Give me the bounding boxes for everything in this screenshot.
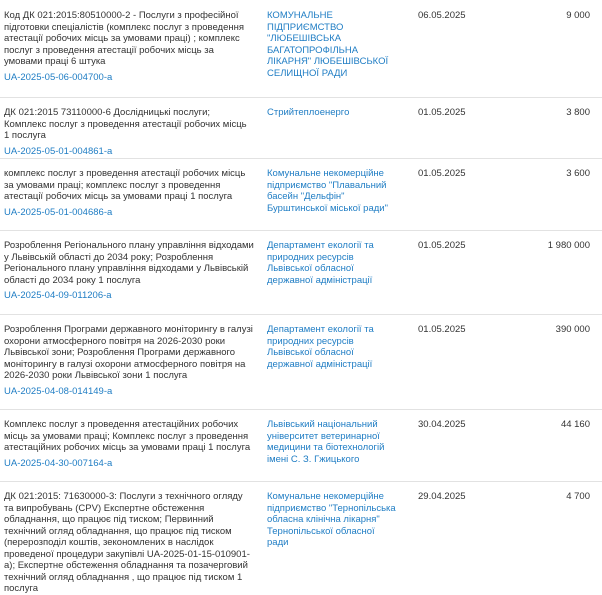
tender-id-link[interactable]: UA-2025-04-30-007164-a bbox=[4, 457, 113, 469]
table-row bbox=[0, 0, 602, 98]
tender-description: ДК 021:2015: 71630000-3: Послуги з технічного огляду та випробувань (CPV) Експертне обстеження обладнання, що працює під тиском; Первинний технічний огляд обладнання, що працює під тиском (перерозподіл коштів, зекономлених в наслідок проведеної процедури закупівлі UA-2025-01-15-010901-a); Експертне обстеження обладнання та позачерговий технічний огляд обладнання , що працює під тиском 1 послуга bbox=[4, 491, 250, 594]
table-row bbox=[0, 230, 602, 315]
tender-description-cell bbox=[4, 107, 254, 157]
tender-id-link[interactable]: UA-2025-05-01-004861-a bbox=[4, 145, 113, 157]
tender-id-link[interactable]: UA-2025-05-06-004700-a bbox=[4, 71, 113, 83]
tender-amount: 1 980 000 bbox=[547, 240, 590, 251]
table-row bbox=[0, 314, 602, 410]
tender-description-cell bbox=[4, 168, 254, 218]
organization-link[interactable]: Департамент екології та природних ресурсів Львівської обласної державної адміністрації bbox=[267, 240, 374, 286]
tender-date: 01.05.2025 bbox=[418, 168, 466, 179]
tender-date: 01.05.2025 bbox=[418, 324, 466, 335]
tender-description: ДК 021:2015 73110000-6 Дослідницькі послуги; Комплекс послуг з проведення атестації робочих місць 1 послуга bbox=[4, 107, 247, 141]
tender-description-cell bbox=[4, 324, 254, 397]
tender-description-cell bbox=[4, 10, 254, 83]
organization-link[interactable]: КОМУНАЛЬНЕ ПІДПРИЄМСТВО "ЛЮБЕШІВСЬКА БАГАТОПРОФІЛЬНА ЛІКАРНЯ" ЛЮБЕШІВСЬКОЇ СЕЛИЩНОЇ РАДИ bbox=[267, 10, 389, 79]
tender-description-cell bbox=[4, 240, 254, 302]
tender-description-cell bbox=[4, 419, 254, 469]
organization-link[interactable]: Стрийтеплоенерго bbox=[267, 107, 350, 118]
tender-id-link[interactable]: UA-2025-04-08-014149-a bbox=[4, 385, 113, 397]
table-row bbox=[0, 158, 602, 231]
organization-link[interactable]: Львівський національний університет ветеринарної медицини та біотехнологій імені С. З. Гжицького bbox=[267, 419, 385, 465]
table-row bbox=[0, 481, 602, 594]
tender-description: Розроблення Програми державного моніторингу в галузі охорони атмосферного повітря на 2026-2030 роки Львівської зони; Розроблення Програми державного моніторингу в галузі охорони атмосферного повітря на 2026-2030 роки Львівської зони 1 послуга bbox=[4, 324, 253, 381]
tender-date: 06.05.2025 bbox=[418, 10, 466, 21]
tender-id-link[interactable]: UA-2025-05-01-004686-a bbox=[4, 206, 113, 218]
tender-description-cell bbox=[4, 491, 254, 595]
tender-description: комплекс послуг з проведення атестації робочих місць за умовами праці; комплекс послуг з проведення атестації робочих місць за умовами праці 1 послуга bbox=[4, 168, 246, 202]
tender-date: 29.04.2025 bbox=[418, 491, 466, 502]
tender-amount: 3 800 bbox=[566, 107, 590, 118]
tender-amount: 4 700 bbox=[566, 491, 590, 502]
tender-amount: 44 160 bbox=[560, 419, 590, 430]
table-row bbox=[0, 409, 602, 482]
tender-date: 01.05.2025 bbox=[418, 107, 466, 118]
tender-date: 30.04.2025 bbox=[418, 419, 466, 430]
tender-date: 01.05.2025 bbox=[418, 240, 466, 251]
tender-id-link[interactable]: UA-2025-04-09-011206-a bbox=[4, 290, 112, 301]
organization-link[interactable]: Комунальне некомерційне підприємство "Тернопільська обласна клінічна лікарня" Тернопільської обласної ради bbox=[267, 491, 396, 548]
tender-description: Код ДК 021:2015:80510000-2 - Послуги з професійної підготовки спеціалістів (комплекс послуг з проведення атестації робочих місць за умовами праці) ; комплекс послуг з проведення атестації робочих місць за умовами праці 6 штука bbox=[4, 10, 244, 67]
tender-amount: 3 600 bbox=[566, 168, 590, 179]
table-row bbox=[0, 97, 602, 159]
tender-amount: 9 000 bbox=[566, 10, 590, 21]
tender-amount: 390 000 bbox=[555, 324, 590, 335]
tender-description: Розроблення Регіонального плану управління відходами у Львівській області до 2034 року; Розроблення Регіонального плану управління відходами у Львівській області до 2034 року 1 послуга bbox=[4, 240, 254, 286]
organization-link[interactable]: Департамент екології та природних ресурсів Львівської обласної державної адміністрації bbox=[267, 324, 374, 370]
organization-link[interactable]: Комунальне некомерційне підприємство "Плавальний басейн "Дельфін" Бурштинської міської ради" bbox=[267, 168, 388, 214]
tender-description: Комплекс послуг з проведення атестаційних робочих місць за умовами праці; Комплекс послуг з проведення атестаційних робочих місць за умовами праці 1 послуга bbox=[4, 419, 251, 453]
